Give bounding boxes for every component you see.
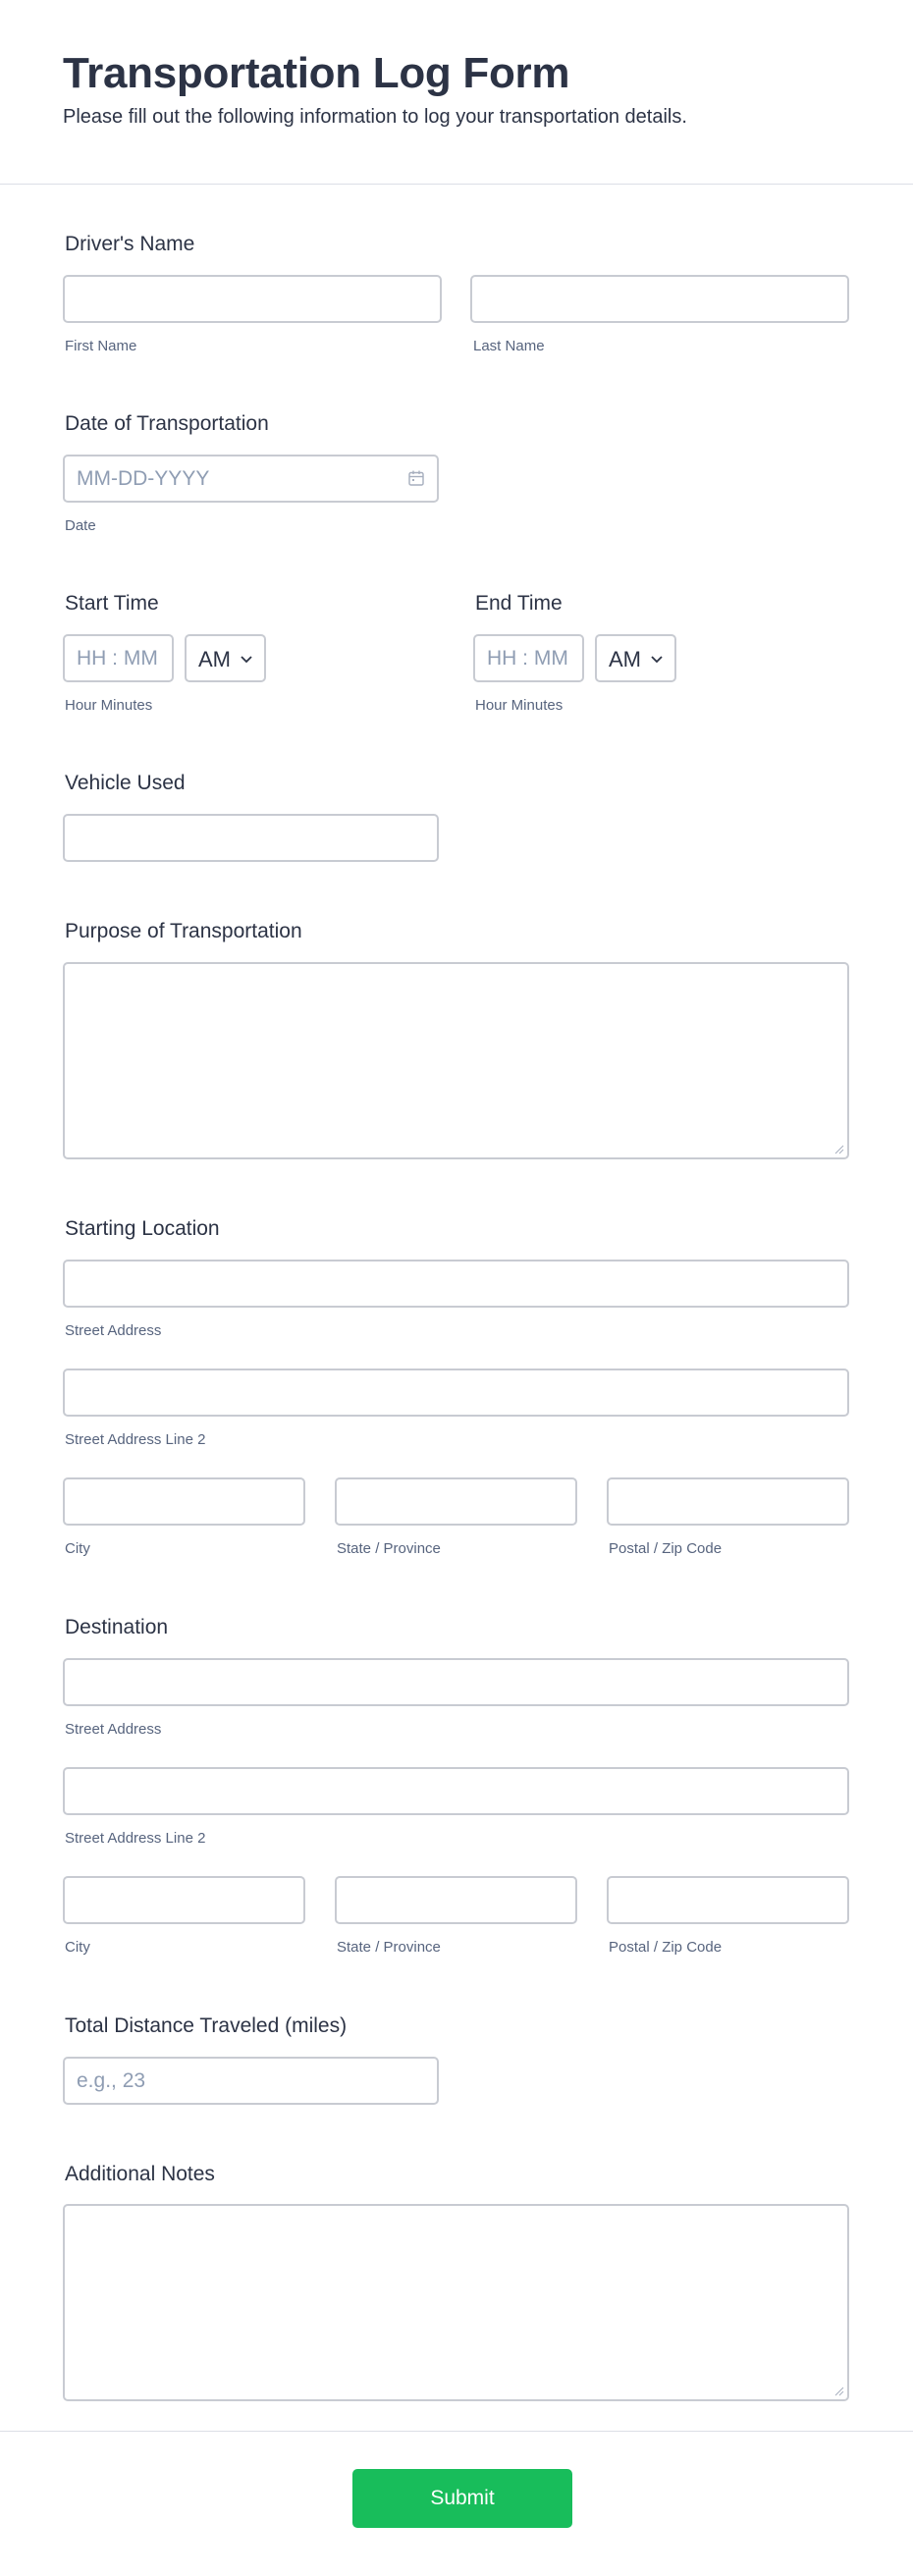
starting-location-label: Starting Location xyxy=(65,1217,220,1240)
form-header xyxy=(0,0,913,185)
vehicle-input[interactable] xyxy=(63,814,439,862)
dest-street2-input[interactable] xyxy=(63,1767,849,1815)
start-street2-input[interactable] xyxy=(63,1368,849,1417)
end-time-sublabel: Hour Minutes xyxy=(475,697,564,714)
purpose-textarea[interactable] xyxy=(63,962,849,1159)
start-time-input[interactable] xyxy=(63,634,174,682)
date-placeholder: MM-DD-YYYY xyxy=(77,467,210,490)
end-ampm-value: AM xyxy=(609,647,641,671)
start-street-sublabel: Street Address xyxy=(65,1322,162,1339)
resize-handle-icon[interactable] xyxy=(834,1145,844,1154)
last-name-input[interactable] xyxy=(470,275,849,323)
end-time-input[interactable] xyxy=(473,634,584,682)
start-zip-sublabel: Postal / Zip Code xyxy=(609,1540,723,1557)
start-ampm-value: AM xyxy=(198,647,231,671)
start-city-input[interactable] xyxy=(63,1477,305,1526)
start-street2-sublabel: Street Address Line 2 xyxy=(65,1431,206,1448)
dest-street-input[interactable] xyxy=(63,1658,849,1706)
start-time-label: Start Time xyxy=(65,592,159,615)
start-time-sublabel: Hour Minutes xyxy=(65,697,153,714)
start-city-sublabel: City xyxy=(65,1540,90,1557)
dest-state-input[interactable] xyxy=(335,1876,577,1924)
chevron-down-icon xyxy=(240,652,253,666)
dest-street2-sublabel: Street Address Line 2 xyxy=(65,1830,206,1847)
last-name-sublabel: Last Name xyxy=(473,338,545,354)
purpose-label: Purpose of Transportation xyxy=(65,920,302,942)
driver-name-label: Driver's Name xyxy=(65,233,195,255)
resize-handle-icon[interactable] xyxy=(834,2387,844,2396)
form-subtitle: Please fill out the following information to log your transportation details. xyxy=(63,106,687,128)
start-state-input[interactable] xyxy=(335,1477,577,1526)
calendar-icon[interactable] xyxy=(407,469,425,487)
start-ampm-select[interactable] xyxy=(185,634,266,682)
dest-zip-input[interactable] xyxy=(607,1876,849,1924)
dest-street-sublabel: Street Address xyxy=(65,1721,162,1738)
end-time-placeholder: HH : MM xyxy=(487,647,568,670)
chevron-down-icon xyxy=(650,652,664,666)
end-time-label: End Time xyxy=(475,592,563,615)
dest-state-sublabel: State / Province xyxy=(337,1939,441,1956)
form-title: Transportation Log Form xyxy=(63,49,570,97)
start-time-placeholder: HH : MM xyxy=(77,647,158,670)
destination-label: Destination xyxy=(65,1616,169,1638)
notes-label: Additional Notes xyxy=(65,2163,215,2185)
notes-textarea[interactable] xyxy=(63,2204,849,2401)
end-ampm-select[interactable] xyxy=(595,634,676,682)
date-sublabel: Date xyxy=(65,517,96,534)
start-street-input[interactable] xyxy=(63,1260,849,1308)
vehicle-label: Vehicle Used xyxy=(65,772,186,794)
date-label: Date of Transportation xyxy=(65,412,269,435)
start-state-sublabel: State / Province xyxy=(337,1540,441,1557)
dest-city-input[interactable] xyxy=(63,1876,305,1924)
distance-placeholder: e.g., 23 xyxy=(77,2069,146,2092)
distance-label: Total Distance Traveled (miles) xyxy=(65,2014,348,2037)
first-name-sublabel: First Name xyxy=(65,338,137,354)
submit-button[interactable]: Submit xyxy=(352,2469,572,2528)
dest-city-sublabel: City xyxy=(65,1939,90,1956)
first-name-input[interactable] xyxy=(63,275,442,323)
start-zip-input[interactable] xyxy=(607,1477,849,1526)
distance-input[interactable] xyxy=(63,2057,439,2105)
date-input[interactable] xyxy=(63,455,439,503)
dest-zip-sublabel: Postal / Zip Code xyxy=(609,1939,723,1956)
